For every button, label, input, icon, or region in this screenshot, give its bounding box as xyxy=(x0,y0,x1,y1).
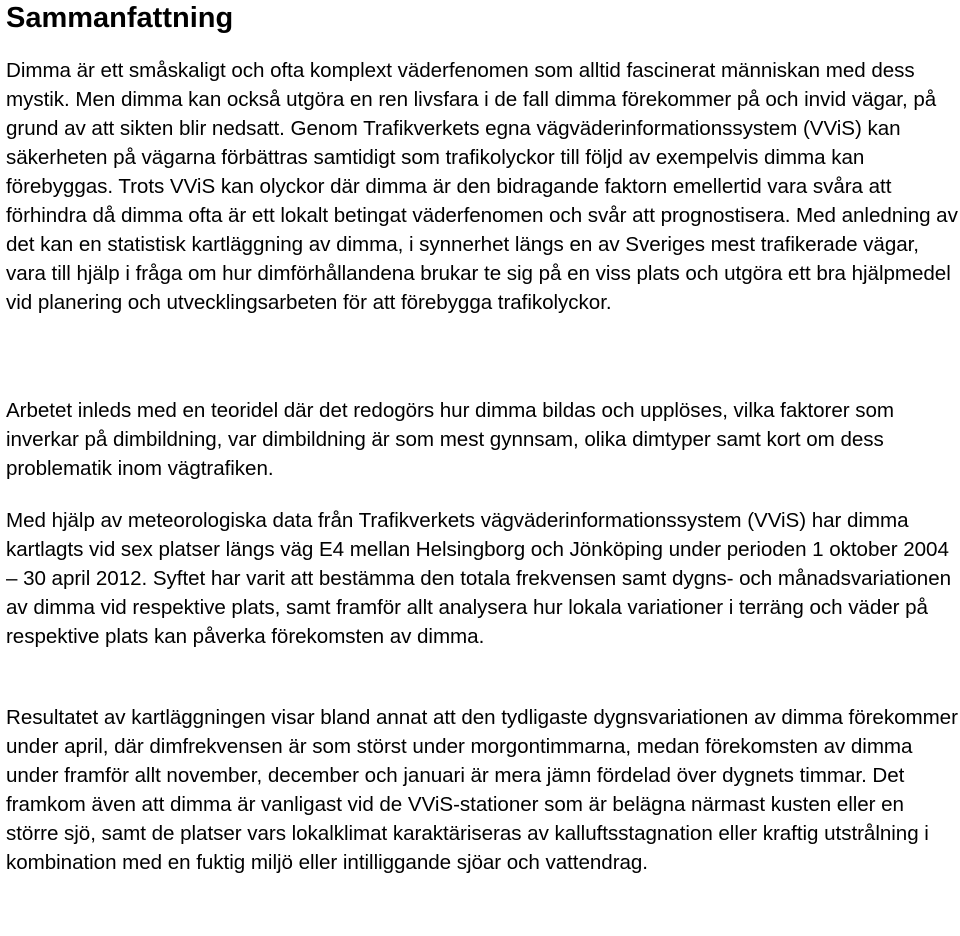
page-title: Sammanfattning xyxy=(6,2,234,34)
paragraph-method: Med hjälp av meteorologiska data från Trafikverkets vägväderinformationssystem (VViS) har dimma kartlagts vid sex platser längs väg E4 mellan Helsingborg och Jönköping under perioden 1 oktober 2004 – 30 april 2012. Syftet har varit att bestämma den totala frekvensen samt dygns- och månadsvariationen av dimma vid respektive plats, samt framför allt analysera hur lokala variationer i terräng och väder på respektive plats kan påverka förekomsten av dimma. xyxy=(6,509,952,648)
paragraph-theory: Arbetet inleds med en teoridel där det redogörs hur dimma bildas och upplöses, vilka faktorer som inverkar på dimbildning, var dimbildning är som mest gynnsam, olika dimtyper samt kort om dess problematik inom vägtrafiken. xyxy=(6,399,895,480)
paragraph-intro: Dimma är ett småskaligt och ofta komplext väderfenomen som alltid fascinerat människan med dess mystik. Men dimma kan också utgöra en ren livsfara i de fall dimma förekommer på och invid vägar, på grund av att sikten blir nedsatt. Genom Trafikverkets egna vägväderinformationssystem (VViS) kan säkerheten på vägarna förbättras samtidigt som trafikolyckor till följd av exempelvis dimma kan förebyggas. Trots VViS kan olyckor där dimma är den bidragande faktorn emellertid vara svåra att förhindra då dimma ofta är ett lokalt betingat väderfenomen och svår att prognostisera. Med anledning av det kan en statistisk kartläggning av dimma, i synnerhet längs en av Sveriges mest trafikerade vägar, vara till hjälp i fråga om hur dimförhållandena brukar te sig på en viss plats och utgöra ett bra hjälpmedel vid planering och utvecklingsarbeten för att förebygga trafikolyckor. xyxy=(6,59,958,314)
paragraph-results: Resultatet av kartläggningen visar bland annat att den tydligaste dygnsvariationen av dimma förekommer under april, där dimfrekvensen är som störst under morgontimmarna, medan förekomsten av dimma under framför allt november, december och januari är mera jämn fördelad över dygnets timmar. Det framkom även att dimma är vanligast vid de VViS-stationer som är belägna närmast kusten eller en större sjö, samt de platser vars lokalklimat karaktäriseras av kalluftsstagnation eller kraftig utstrålning i kombination med en fuktig miljö eller intilliggande sjöar och vattendrag. xyxy=(6,706,958,874)
